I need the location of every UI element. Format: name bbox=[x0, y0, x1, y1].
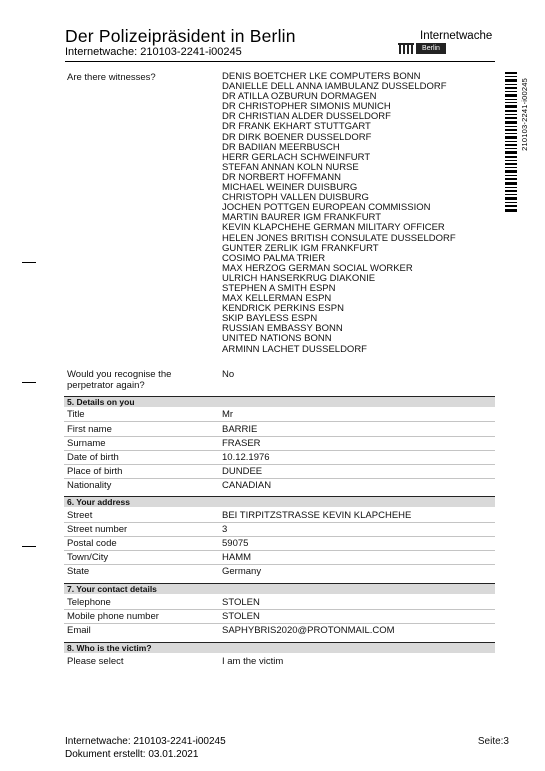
section-header-victim bbox=[64, 642, 495, 653]
row-divider bbox=[64, 564, 495, 565]
field-value: FRASER bbox=[222, 438, 261, 449]
field-value: HAMM bbox=[222, 552, 252, 563]
logo-badge: Berlin bbox=[416, 43, 446, 54]
section-title: 8. Who is the victim? bbox=[67, 643, 152, 653]
section-header-address bbox=[64, 496, 495, 507]
section-title: 7. Your contact details bbox=[67, 584, 157, 594]
witness-name: DR CHRISTOPHER SIMONIS MUNICH bbox=[222, 101, 391, 113]
witness-name: ARMINN LACHET DUSSELDORF bbox=[222, 343, 367, 355]
witness-name: SKIP BAYLESS ESPN bbox=[222, 313, 318, 325]
internetwache-logo bbox=[398, 30, 498, 58]
row-divider bbox=[64, 522, 495, 523]
header-divider bbox=[65, 61, 495, 62]
witness-name: KENDRICK PERKINS ESPN bbox=[222, 303, 344, 315]
row-divider bbox=[64, 478, 495, 479]
witness-name: MAX HERZOG GERMAN SOCIAL WORKER bbox=[222, 262, 413, 274]
witness-name: GUNTER ZERLIK IGM FRANKFURT bbox=[222, 242, 379, 254]
witness-name: HELEN JONES BRITISH CONSULATE DUSSELDORF bbox=[222, 232, 456, 244]
witness-name: MAX KELLERMAN ESPN bbox=[222, 293, 332, 305]
field-label: Title bbox=[67, 409, 85, 420]
witness-name: DANIELLE DELL ANNA IAMBULANZ DUSSELDORF bbox=[222, 81, 447, 93]
witness-name: RUSSIAN EMBASSY BONN bbox=[222, 323, 343, 335]
witness-name: STEPHEN A SMITH ESPN bbox=[222, 282, 336, 294]
field-value: I am the victim bbox=[222, 656, 284, 667]
margin-mark bbox=[22, 262, 36, 263]
witness-name: STEFAN ANNAN KOLN NURSE bbox=[222, 161, 359, 173]
field-label: Surname bbox=[67, 438, 106, 449]
witness-name: CHRISTOPH VALLEN DUISBURG bbox=[222, 192, 369, 204]
witnesses-label: Are there witnesses? bbox=[67, 72, 156, 83]
field-label: Mobile phone number bbox=[67, 611, 159, 622]
witness-name: ULRICH HANSERKRUG DIAKONIE bbox=[222, 272, 376, 284]
recognise-label-line2: perpetrator again? bbox=[67, 380, 145, 391]
field-value: Germany bbox=[222, 566, 262, 577]
witness-name: DR NORBERT HOFFMANN bbox=[222, 171, 341, 183]
barcode-number: 210103-2241-i00245 bbox=[520, 78, 529, 151]
witness-name: UNITED NATIONS BONN bbox=[222, 333, 332, 345]
page-number: Seite:3 bbox=[477, 736, 509, 747]
witness-name: COSIMO PALMA TRIER bbox=[222, 252, 326, 264]
row-divider bbox=[64, 450, 495, 451]
row-divider bbox=[64, 464, 495, 465]
row-divider bbox=[64, 536, 495, 537]
field-label: Please select bbox=[67, 656, 124, 667]
document-reference: Internetwache: 210103-2241-i00245 bbox=[65, 46, 242, 58]
footer-reference: Internetwache: 210103-2241-i00245 bbox=[65, 736, 226, 747]
field-label: Email bbox=[67, 625, 91, 636]
field-label: Town/City bbox=[67, 552, 109, 563]
witness-name: MARTIN BAURER IGM FRANKFURT bbox=[222, 212, 382, 224]
document-title: Der Polizeipräsident in Berlin bbox=[65, 26, 296, 46]
field-label: Street number bbox=[67, 524, 128, 535]
row-divider bbox=[64, 623, 495, 624]
section-title: 5. Details on you bbox=[67, 397, 135, 407]
field-value: Mr bbox=[222, 409, 234, 420]
field-value: 10.12.1976 bbox=[222, 452, 270, 463]
recognise-value: No bbox=[222, 369, 235, 380]
brandenburg-gate-icon bbox=[398, 43, 414, 54]
field-value: BARRIE bbox=[222, 424, 258, 435]
witness-name: DR DIRK BOENER DUSSELDORF bbox=[222, 131, 372, 143]
footer-created-date: Dokument erstellt: 03.01.2021 bbox=[65, 749, 199, 760]
field-label: Street bbox=[67, 510, 93, 521]
field-value: STOLEN bbox=[222, 597, 260, 608]
row-divider bbox=[64, 550, 495, 551]
field-label: Nationality bbox=[67, 480, 112, 491]
field-label: State bbox=[67, 566, 90, 577]
field-value: 3 bbox=[222, 524, 228, 535]
recognise-label-line1: Would you recognise the bbox=[67, 369, 172, 380]
row-divider bbox=[64, 609, 495, 610]
witness-name: MICHAEL WEINER DUISBURG bbox=[222, 182, 358, 194]
field-value: CANADIAN bbox=[222, 480, 272, 491]
section-header-details bbox=[64, 396, 495, 407]
field-value: STOLEN bbox=[222, 611, 260, 622]
field-label: First name bbox=[67, 424, 112, 435]
witness-name: DR BADIIAN MEERBUSCH bbox=[222, 141, 340, 153]
row-divider bbox=[64, 421, 495, 422]
field-label: Postal code bbox=[67, 538, 117, 549]
field-label: Place of birth bbox=[67, 466, 123, 477]
section-header-contact bbox=[64, 583, 495, 594]
field-value: 59075 bbox=[222, 538, 249, 549]
row-divider bbox=[64, 436, 495, 437]
field-value: DUNDEE bbox=[222, 466, 263, 477]
witness-name: DR ATILLA OZBURUN DORMAGEN bbox=[222, 91, 377, 103]
field-label: Telephone bbox=[67, 597, 111, 608]
witness-name: DR CHRISTIAN ALDER DUSSELDORF bbox=[222, 111, 391, 123]
margin-mark bbox=[22, 546, 36, 547]
witness-name: JOCHEN POTTGEN EUROPEAN COMMISSION bbox=[222, 202, 431, 214]
witness-list bbox=[222, 72, 456, 355]
barcode bbox=[505, 72, 517, 212]
witness-name: DR FRANK EKHART STUTTGART bbox=[222, 121, 371, 133]
witness-name: DENIS BOETCHER LKE COMPUTERS BONN bbox=[222, 71, 421, 82]
field-value: BEI TIRPITZSTRASSE KEVIN KLAPCHEHE bbox=[222, 510, 412, 521]
logo-text: Internetwache bbox=[420, 30, 493, 42]
field-label: Date of birth bbox=[67, 452, 119, 463]
field-value: SAPHYBRIS2020@PROTONMAIL.COM bbox=[222, 625, 395, 636]
witness-name: HERR GERLACH SCHWEINFURT bbox=[222, 151, 371, 163]
section-title: 6. Your address bbox=[67, 497, 130, 507]
margin-mark bbox=[22, 382, 36, 383]
witness-name: KEVIN KLAPCHEHE GERMAN MILITARY OFFICER bbox=[222, 222, 445, 234]
